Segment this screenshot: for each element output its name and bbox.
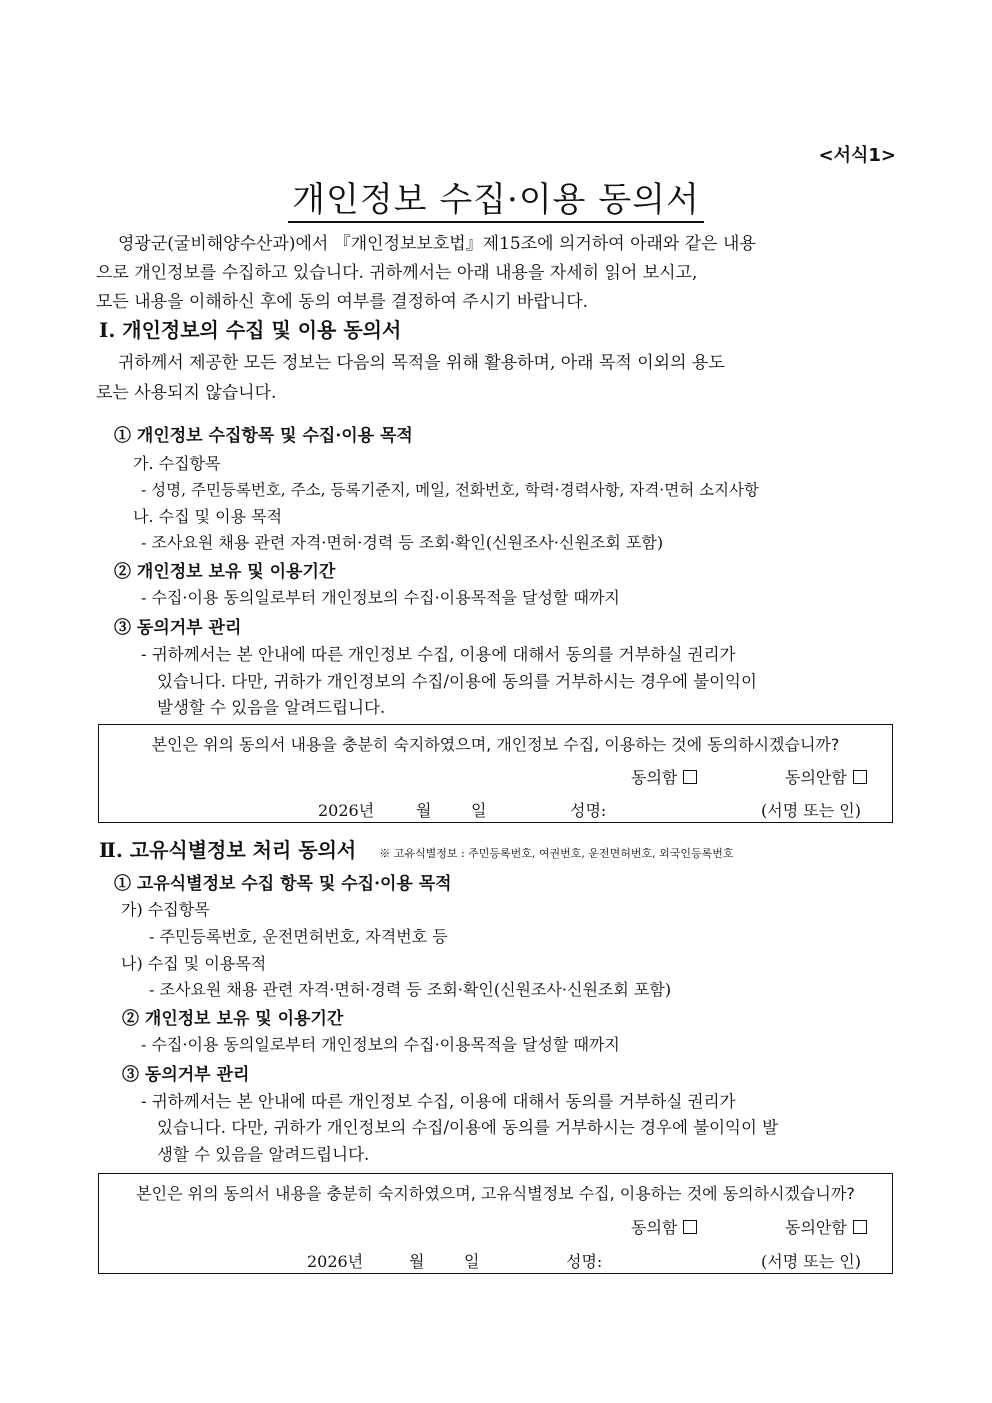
- section1-item3-line-3: 발생할 수 있음을 알려드립니다.: [157, 698, 386, 717]
- section1-intro-line-1: 귀하께서 제공한 모든 정보는 다음의 목적을 위해 활용하며, 아래 목적 이외의 용도: [118, 353, 725, 373]
- section2-item1-b-text: - 조사요원 채용 관련 자격·면허·경력 등 조회·확인(신원조사·신원조회 포함): [149, 980, 672, 999]
- disagree-checkbox-1[interactable]: [853, 770, 867, 784]
- section1-item1-a-text: - 성명, 주민등록번호, 주소, 등록기준지, 메일, 전화번호, 학력·경력사항, 자격·면허 소지사항: [141, 481, 759, 499]
- consent-year-2: 2026년: [307, 1252, 364, 1271]
- sign-hint-2: (서명 또는 인): [761, 1252, 861, 1271]
- form-label: <서식1>: [818, 145, 896, 166]
- intro-line-1: 영광군(굴비해양수산과)에서 『개인정보보호법』제15조에 의거하여 아래와 같은 내용: [118, 234, 756, 254]
- section2-heading: [99, 834, 734, 863]
- agree-checkbox-1[interactable]: [683, 770, 697, 784]
- sign-hint-1: (서명 또는 인): [761, 801, 861, 820]
- section1-item3-title: ③ 동의거부 관리: [114, 618, 242, 638]
- section2-item1-a-text: - 주민등록번호, 운전면허번호, 자격번호 등: [149, 927, 448, 946]
- section1-item1-b-label: 나. 수집 및 이용 목적: [133, 507, 283, 526]
- section2-item3-line-2: 있습니다. 다만, 귀하가 개인정보의 수집/이용에 동의를 거부하시는 경우에 불이익이 발: [157, 1118, 779, 1137]
- consent-day-2: 일: [464, 1252, 480, 1271]
- section1-item1-a-label: 가. 수집항목: [133, 454, 221, 473]
- section2-heading-text: Ⅱ. 고유식별정보 처리 동의서: [99, 838, 357, 862]
- section1-item3-line-1: - 귀하께서는 본 안내에 따른 개인정보 수집, 이용에 대해서 동의를 거부하실 권리가: [141, 645, 736, 664]
- consent-year-1: 2026년: [318, 801, 375, 820]
- consent-question-1: 본인은 위의 동의서 내용을 충분히 숙지하였으며, 개인정보 수집, 이용하는 것에 동의하시겠습니까?: [151, 735, 840, 754]
- consent-day-1: 일: [471, 801, 487, 820]
- intro-line-3: 모든 내용을 이해하신 후에 동의 여부를 결정하여 주시기 바랍니다.: [96, 292, 589, 312]
- agree-checkbox-2[interactable]: [683, 1220, 697, 1234]
- section1-item2-title: ② 개인정보 보유 및 이용기간: [114, 562, 336, 582]
- consent-box-1: [98, 724, 893, 823]
- section2-item1-b-label: 나) 수집 및 이용목적: [121, 954, 267, 973]
- disagree-label-2: 동의안함: [785, 1218, 847, 1237]
- disagree-option-2[interactable]: [785, 1215, 867, 1238]
- section2-note: ※ 고유식별정보 : 주민등록번호, 여권번호, 운전면허번호, 외국인등록번호: [379, 847, 734, 860]
- page-title: [0, 172, 992, 221]
- disagree-option-1[interactable]: [785, 765, 867, 788]
- agree-option-1[interactable]: [631, 765, 697, 788]
- section1-intro-line-2: 로는 사용되지 않습니다.: [96, 383, 277, 403]
- section2-item3-title: ③ 동의거부 관리: [122, 1065, 250, 1085]
- consent-month-2: 월: [409, 1252, 425, 1271]
- consent-month-1: 월: [416, 801, 432, 820]
- section2-item1-title: ① 고유식별정보 수집 항목 및 수집·이용 목적: [114, 874, 452, 894]
- agree-label-2: 동의함: [631, 1218, 678, 1237]
- section2-item3-line-3: 생할 수 있음을 알려드립니다.: [157, 1145, 370, 1164]
- disagree-label-1: 동의안함: [785, 768, 847, 787]
- sign-label-2: 성명:: [566, 1252, 603, 1271]
- agree-label-1: 동의함: [631, 768, 678, 787]
- section1-item1-b-text: - 조사요원 채용 관련 자격·면허·경력 등 조회·확인(신원조사·신원조회 포함): [141, 533, 664, 552]
- agree-option-2[interactable]: [631, 1215, 697, 1238]
- section1-item2-text: - 수집·이용 동의일로부터 개인정보의 수집·이용목적을 달성할 때까지: [141, 588, 620, 607]
- page-title-text: 개인정보 수집·이용 동의서: [288, 180, 704, 223]
- section1-item3-line-2: 있습니다. 다만, 귀하가 개인정보의 수집/이용에 동의를 거부하시는 경우에 불이익이: [157, 672, 757, 691]
- section2-item1-a-label: 가) 수집항목: [121, 900, 210, 919]
- intro-line-2: 으로 개인정보를 수집하고 있습니다. 귀하께서는 아래 내용을 자세히 읽어 보시고,: [96, 263, 698, 283]
- section2-item2-text: - 수집·이용 동의일로부터 개인정보의 수집·이용목적을 달성할 때까지: [141, 1035, 620, 1054]
- section1-heading: Ⅰ. 개인정보의 수집 및 이용 동의서: [99, 318, 402, 342]
- section1-item1-title: ① 개인정보 수집항목 및 수집·이용 목적: [114, 426, 413, 446]
- consent-box-2: [98, 1173, 893, 1274]
- section2-item2-title: ② 개인정보 보유 및 이용기간: [122, 1009, 344, 1029]
- sign-label-1: 성명:: [570, 801, 607, 820]
- consent-question-2: 본인은 위의 동의서 내용을 충분히 숙지하였으며, 고유식별정보 수집, 이용하는 것에 동의하시겠습니까?: [136, 1184, 855, 1203]
- disagree-checkbox-2[interactable]: [853, 1220, 867, 1234]
- section2-item3-line-1: - 귀하께서는 본 안내에 따른 개인정보 수집, 이용에 대해서 동의를 거부하실 권리가: [141, 1092, 736, 1111]
